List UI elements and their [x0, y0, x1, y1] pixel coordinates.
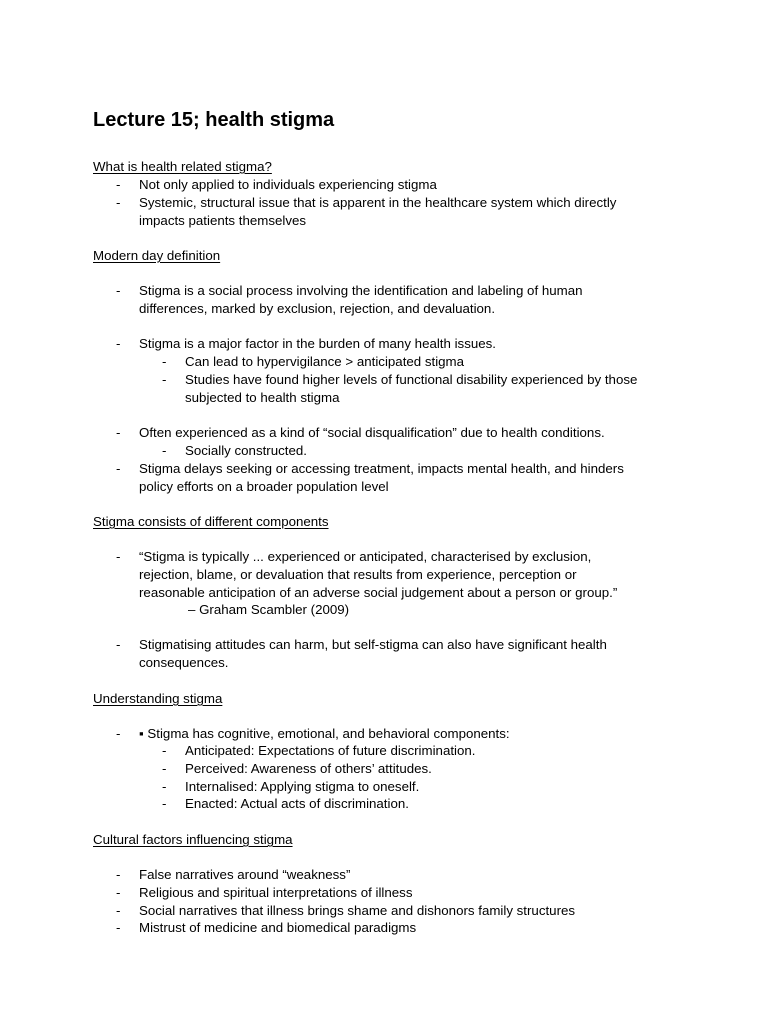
quote-attribution: – Graham Scambler (2009) [188, 602, 350, 617]
bullet-dash: - [116, 920, 121, 935]
bullet-dash: - [116, 336, 121, 351]
sub-bullet-dash: - [162, 796, 167, 811]
quote-line: reasonable anticipation of an adverse social judgement about a person or group.” [139, 585, 618, 600]
quote-line: rejection, blame, or devaluation that results from experience, perception or [139, 567, 577, 582]
bullet-dash: - [116, 867, 121, 882]
sub-list-item: Can lead to hypervigilance > anticipated stigma [185, 354, 465, 369]
section-heading-health-related-stigma: What is health related stigma? [93, 159, 272, 174]
sub-list-item: Enacted: Actual acts of discrimination. [185, 796, 409, 811]
list-item: Social narratives that illness brings shame and dishonors family structures [139, 903, 576, 918]
list-item-line: Stigma delays seeking or accessing treatment, impacts mental health, and hinders [139, 461, 624, 476]
section-heading-understanding-stigma: Understanding stigma [93, 691, 223, 706]
sub-list-item-line: subjected to health stigma [185, 390, 340, 405]
sub-bullet-dash: - [162, 443, 167, 458]
sub-list-item: Internalised: Applying stigma to oneself. [185, 779, 420, 794]
bullet-dash: - [116, 637, 121, 652]
list-item-line: Stigmatising attitudes can harm, but self-stigma can also have significant health [139, 637, 607, 652]
page-title: Lecture 15; health stigma [93, 109, 335, 131]
list-item-line: differences, marked by exclusion, rejection, and devaluation. [139, 301, 496, 316]
list-item: False narratives around “weakness” [139, 867, 351, 882]
sub-list-item: Perceived: Awareness of others’ attitudes. [185, 761, 432, 776]
list-item-line: impacts patients themselves [139, 213, 307, 228]
list-item: Mistrust of medicine and biomedical paradigms [139, 920, 417, 935]
list-item: Often experienced as a kind of “social disqualification” due to health conditions. [139, 425, 605, 440]
bullet-dash: - [116, 177, 121, 192]
bullet-dash: - [116, 726, 121, 741]
section-heading-modern-day-definition: Modern day definition [93, 248, 221, 263]
list-item-line: policy efforts on a broader population level [139, 479, 389, 494]
list-item: Religious and spiritual interpretations of illness [139, 885, 413, 900]
bullet-dash: - [116, 549, 121, 564]
sub-list-item: Socially constructed. [185, 443, 307, 458]
bullet-dash: - [116, 425, 121, 440]
list-item-line: consequences. [139, 655, 229, 670]
list-item: ▪ Stigma has cognitive, emotional, and behavioral components: [139, 726, 510, 741]
sub-bullet-dash: - [162, 761, 167, 776]
bullet-dash: - [116, 283, 121, 298]
bullet-dash: - [116, 903, 121, 918]
section-heading-stigma-components: Stigma consists of different components [93, 514, 329, 529]
quote-line: “Stigma is typically ... experienced or anticipated, characterised by exclusion, [139, 549, 592, 564]
bullet-dash: - [116, 461, 121, 476]
list-item: Stigma is a major factor in the burden of many health issues. [139, 336, 496, 351]
sub-bullet-dash: - [162, 779, 167, 794]
sub-list-item: Anticipated: Expectations of future discrimination. [185, 743, 476, 758]
list-item: Not only applied to individuals experiencing stigma [139, 177, 437, 192]
bullet-dash: - [116, 195, 121, 210]
sub-bullet-dash: - [162, 743, 167, 758]
list-item-line: Systemic, structural issue that is apparent in the healthcare system which directly [139, 195, 617, 210]
list-item-line: Stigma is a social process involving the identification and labeling of human [139, 283, 583, 298]
sub-bullet-dash: - [162, 372, 167, 387]
section-heading-cultural-factors: Cultural factors influencing stigma [93, 832, 293, 847]
bullet-dash: - [116, 885, 121, 900]
sub-bullet-dash: - [162, 354, 167, 369]
sub-list-item-line: Studies have found higher levels of functional disability experienced by those [185, 372, 638, 387]
